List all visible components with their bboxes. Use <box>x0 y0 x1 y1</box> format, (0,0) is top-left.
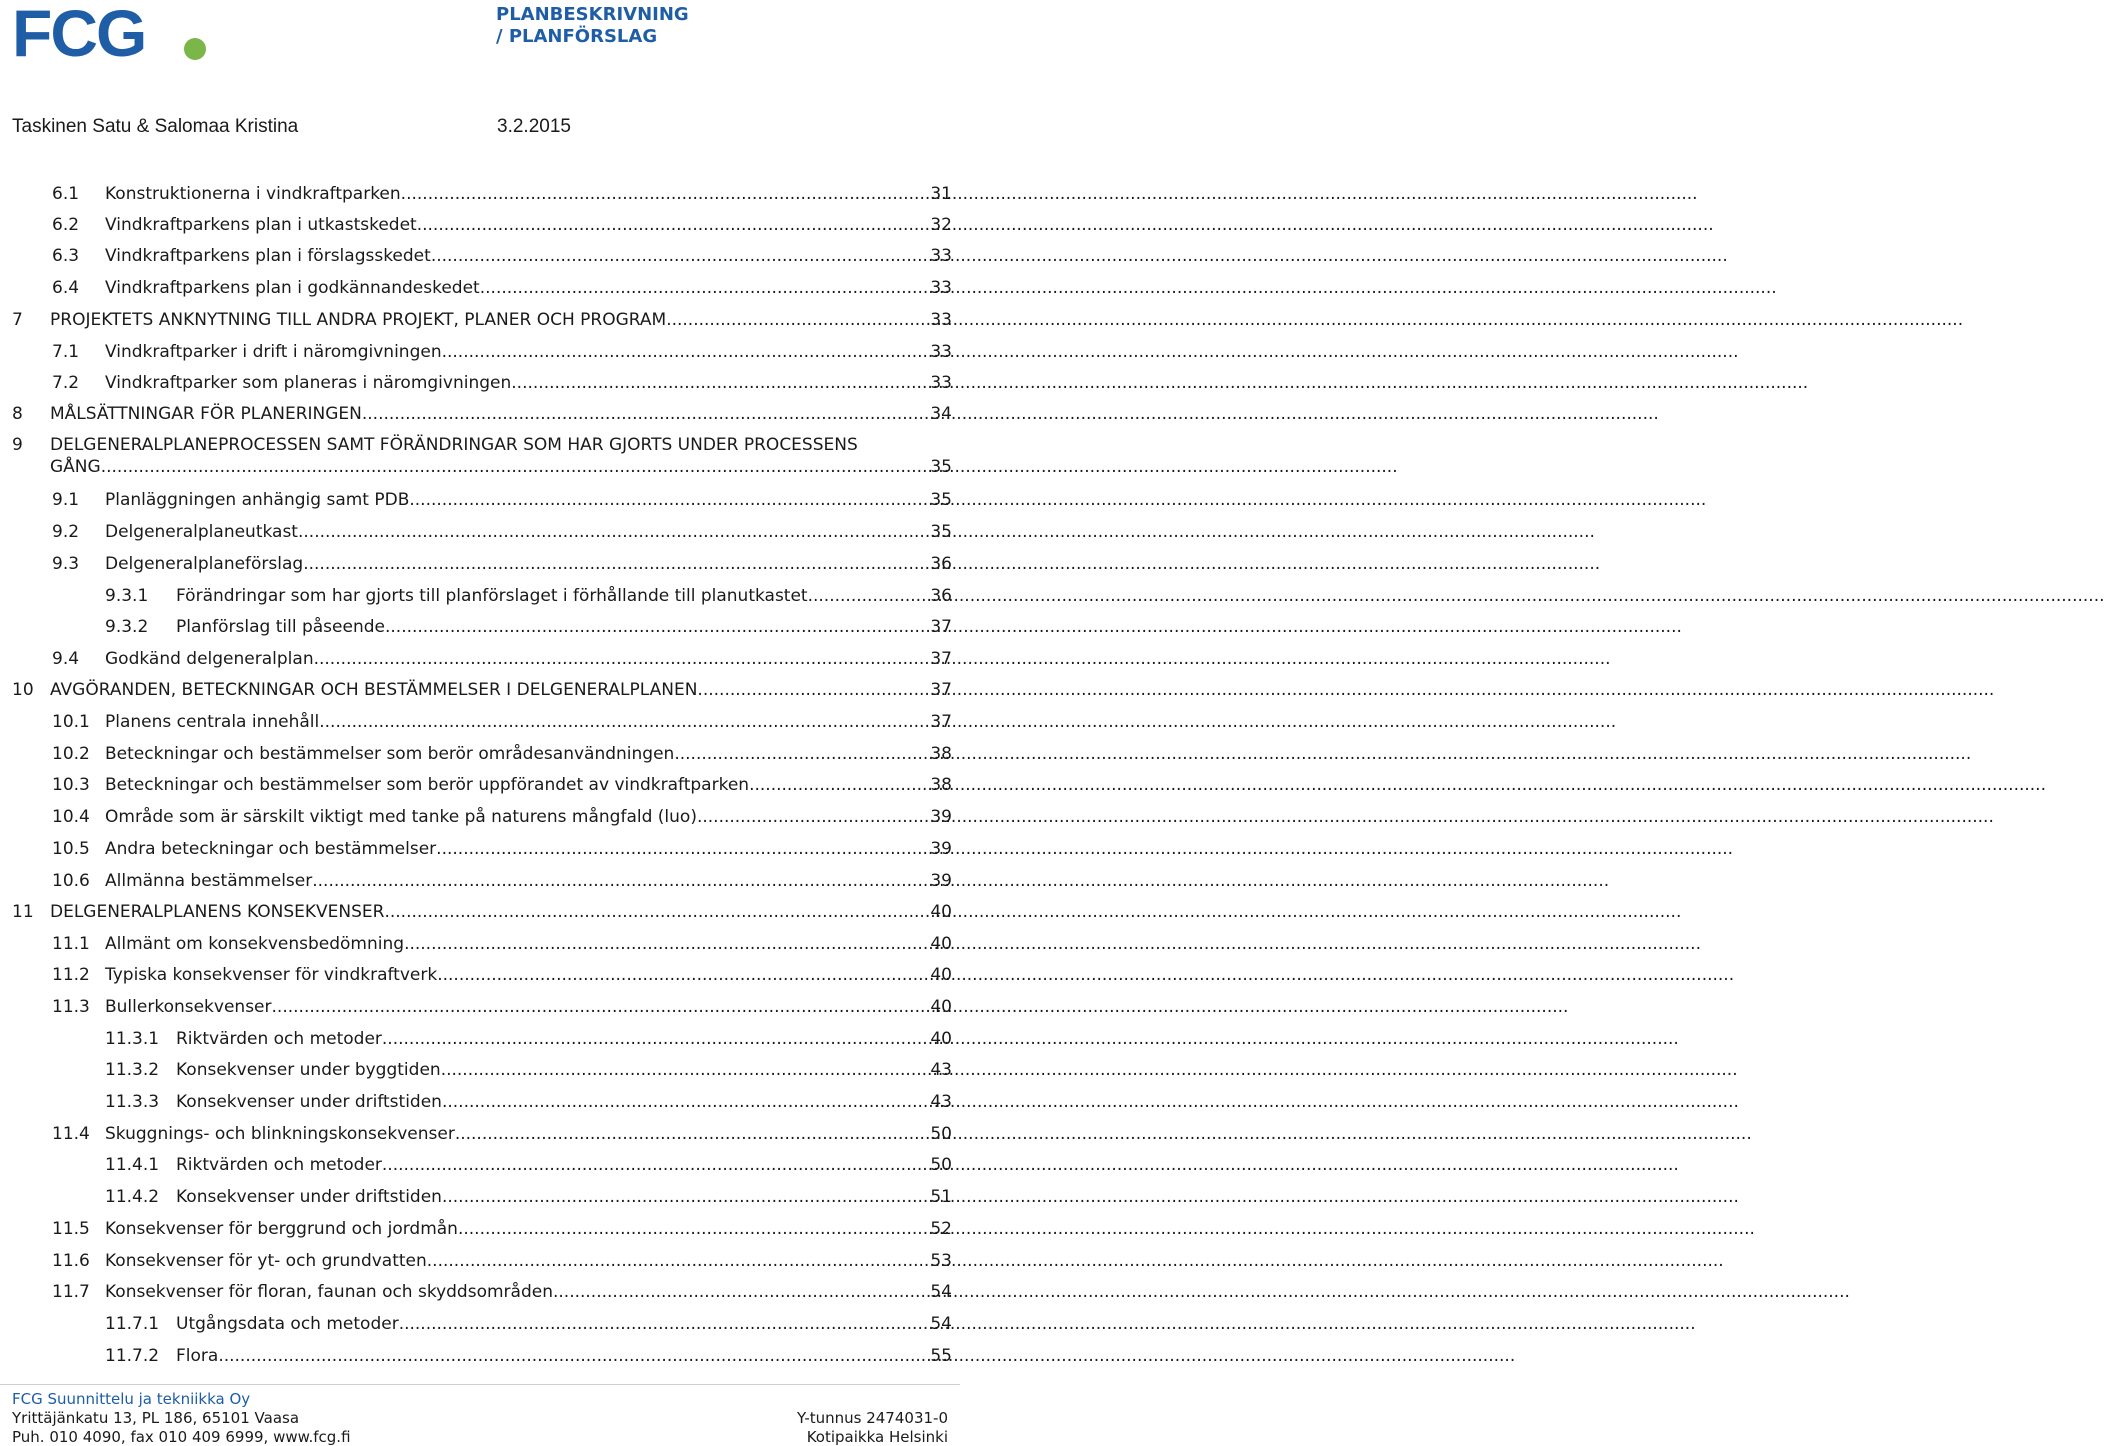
toc-entry[interactable] <box>52 371 952 395</box>
toc-number: 11.5 <box>52 1219 90 1239</box>
toc-page-number: 51 <box>930 1187 952 1207</box>
toc-leader-dots <box>666 308 926 332</box>
toc-title: Vindkraftparkens plan i förslagsskedet <box>105 246 431 266</box>
toc-entry[interactable] <box>105 1312 952 1336</box>
toc-entry[interactable] <box>52 995 952 1019</box>
toc-page-number: 35 <box>930 457 952 477</box>
toc-number: 11.3.2 <box>105 1060 160 1080</box>
toc-leader-dots <box>442 1185 926 1209</box>
toc-leader-dots <box>431 244 927 268</box>
toc-leader-dots <box>382 1027 926 1051</box>
toc-title: Konsekvenser för yt- och grundvatten <box>105 1251 427 1271</box>
toc-page-number: 52 <box>930 1219 952 1239</box>
toc-page-number: 37 <box>930 712 952 732</box>
toc-leader-dots <box>382 1153 926 1177</box>
toc-entry[interactable] <box>52 1249 952 1273</box>
toc-page-number: 54 <box>930 1282 952 1302</box>
toc-leader-dots <box>319 710 926 734</box>
toc-entry[interactable] <box>12 900 952 924</box>
toc-page-number: 40 <box>930 934 952 954</box>
toc-title: Beteckningar och bestämmelser som berör uppförandet av vindkraftparken <box>105 775 750 795</box>
toc-leader-dots <box>511 371 926 395</box>
toc-leader-dots <box>417 213 927 237</box>
toc-title: Godkänd delgeneralplan <box>105 649 314 669</box>
toc-title: Allmänna bestämmelser <box>105 871 313 891</box>
toc-number: 6.1 <box>52 184 80 204</box>
toc-number: 10.1 <box>52 712 90 732</box>
toc-leader-dots <box>401 182 927 206</box>
toc-number: 9.3.1 <box>105 586 149 606</box>
toc-page-number: 39 <box>930 871 952 891</box>
toc-leader-dots <box>674 742 926 766</box>
toc-leader-dots <box>101 456 927 478</box>
toc-leader-dots <box>697 805 926 829</box>
toc-page-number: 39 <box>930 839 952 859</box>
toc-number: 7.2 <box>52 373 80 393</box>
toc-number: 10.4 <box>52 807 90 827</box>
toc-entry[interactable] <box>52 647 952 671</box>
toc-entry[interactable] <box>52 213 952 237</box>
toc-leader-dots <box>436 837 926 861</box>
toc-number: 8 <box>12 404 23 424</box>
toc-page-number: 40 <box>930 997 952 1017</box>
toc-leader-dots <box>384 900 926 924</box>
toc-entry[interactable] <box>105 584 952 608</box>
toc-number: 6.2 <box>52 215 80 235</box>
toc-title: Utgångsdata och metoder <box>176 1314 399 1334</box>
toc-number: 11.7.2 <box>105 1346 160 1366</box>
toc-number: 9.4 <box>52 649 80 669</box>
toc-title: Konsekvenser under byggtiden <box>176 1060 441 1080</box>
toc-entry[interactable] <box>12 678 952 702</box>
toc-title: Delgeneralplaneutkast <box>105 522 298 542</box>
toc-title: Riktvärden och metoder <box>176 1155 382 1175</box>
toc-title: Riktvärden och metoder <box>176 1029 382 1049</box>
toc-page-number: 33 <box>930 278 952 298</box>
toc-title: PROJEKTETS ANKNYTNING TILL ANDRA PROJEKT, PLANER OCH PROGRAM <box>50 310 667 330</box>
toc-entry[interactable] <box>52 1122 952 1146</box>
toc-entry[interactable] <box>105 1090 952 1114</box>
toc-number: 9 <box>12 435 23 455</box>
toc-title-line2: GÅNG <box>50 457 101 477</box>
toc-page-number: 38 <box>930 744 952 764</box>
toc-leader-dots <box>697 678 926 702</box>
toc-entry[interactable] <box>52 869 952 893</box>
toc-number: 9.1 <box>52 490 80 510</box>
toc-page-number: 32 <box>930 215 952 235</box>
toc-page-number: 55 <box>930 1346 952 1366</box>
fcg-logo <box>12 2 202 70</box>
toc-page-number: 33 <box>930 342 952 362</box>
toc-page-number: 35 <box>930 522 952 542</box>
toc-title: Planens centrala innehåll <box>105 712 320 732</box>
toc-page-number: 53 <box>930 1251 952 1271</box>
toc-page-number: 50 <box>930 1155 952 1175</box>
toc-leader-dots <box>404 932 926 956</box>
toc-page-number: 54 <box>930 1314 952 1334</box>
footer-domicile: Kotipaikka Helsinki <box>806 1428 948 1446</box>
document-title-line2: / PLANFÖRSLAG <box>496 26 658 47</box>
toc-leader-dots <box>303 552 926 576</box>
toc-leader-dots <box>385 615 926 639</box>
toc-entry[interactable] <box>105 1027 952 1051</box>
toc-page-number: 33 <box>930 310 952 330</box>
logo-text: FCG <box>12 0 146 70</box>
toc-leader-dots <box>442 1090 926 1114</box>
toc-title: Vindkraftparkens plan i utkastskedet <box>105 215 417 235</box>
toc-number: 11.2 <box>52 965 90 985</box>
toc-title: Andra beteckningar och bestämmelser <box>105 839 437 859</box>
toc-entry[interactable] <box>52 552 952 576</box>
toc-entry[interactable] <box>105 1153 952 1177</box>
toc-entry[interactable] <box>52 963 952 987</box>
toc-leader-dots <box>399 1312 927 1336</box>
toc-number: 11.7.1 <box>105 1314 160 1334</box>
toc-leader-dots <box>455 1122 927 1146</box>
toc-title: AVGÖRANDEN, BETECKNINGAR OCH BESTÄMMELSER I DELGENERALPLANEN <box>50 680 698 700</box>
toc-entry[interactable] <box>52 520 952 544</box>
toc-title: Konsekvenser under driftstiden <box>176 1187 442 1207</box>
toc-title: Förändringar som har gjorts till planförslaget i förhållande till planutkastet <box>176 586 808 606</box>
document-date: 3.2.2015 <box>497 116 571 137</box>
toc-entry[interactable] <box>52 340 952 364</box>
toc-leader-dots <box>441 1058 927 1082</box>
toc-title: Konsekvenser för berggrund och jordmån <box>105 1219 458 1239</box>
toc-page-number: 35 <box>930 490 952 510</box>
toc-page-number: 50 <box>930 1124 952 1144</box>
footer-business-id: Y-tunnus 2474031-0 <box>796 1409 948 1427</box>
toc-entry[interactable] <box>105 1344 952 1368</box>
toc-page-number: 38 <box>930 775 952 795</box>
toc-leader-dots <box>749 773 926 797</box>
toc-entry[interactable] <box>52 182 952 206</box>
toc-title: Allmänt om konsekvensbedömning <box>105 934 405 954</box>
toc-leader-dots <box>298 520 926 544</box>
toc-title: Bullerkonsekvenser <box>105 997 272 1017</box>
footer-company-name: FCG Suunnittelu ja tekniikka Oy <box>12 1390 251 1408</box>
toc-number: 7 <box>12 310 23 330</box>
toc-page-number: 39 <box>930 807 952 827</box>
toc-number: 9.2 <box>52 522 80 542</box>
toc-page-number: 37 <box>930 617 952 637</box>
toc-leader-dots <box>272 995 927 1019</box>
logo-green-dot-icon <box>184 38 206 60</box>
document-title <box>496 4 689 48</box>
toc-page-number: 40 <box>930 902 952 922</box>
toc-title: Vindkraftparkens plan i godkännandeskedet <box>105 278 480 298</box>
toc-page-number: 34 <box>930 404 952 424</box>
toc-entry[interactable] <box>12 402 952 426</box>
toc-number: 7.1 <box>52 342 80 362</box>
toc-title: DELGENERALPLANENS KONSEKVENSER <box>50 902 385 922</box>
toc-title: Konsekvenser för floran, faunan och skyddsområden <box>105 1282 553 1302</box>
toc-leader-dots <box>553 1280 926 1304</box>
toc-title: Konstruktionerna i vindkraftparken <box>105 184 401 204</box>
toc-title: Skuggnings- och blinkningskonsekvenser <box>105 1124 455 1144</box>
toc-number: 10.2 <box>52 744 90 764</box>
toc-entry[interactable] <box>12 308 952 332</box>
toc-number: 11.3.1 <box>105 1029 160 1049</box>
toc-leader-dots <box>314 647 927 671</box>
toc-page-number: 37 <box>930 680 952 700</box>
toc-page-number: 43 <box>930 1092 952 1112</box>
toc-page-number: 43 <box>930 1060 952 1080</box>
toc-number: 11 <box>12 902 34 922</box>
toc-page-number: 36 <box>930 586 952 606</box>
toc-title: Konsekvenser under driftstiden <box>176 1092 442 1112</box>
toc-number: 10.5 <box>52 839 90 859</box>
toc-entry[interactable] <box>105 615 952 639</box>
toc-title: Vindkraftparker som planeras i näromgivningen <box>105 373 512 393</box>
footer-divider <box>0 1384 960 1385</box>
footer-address: Yrittäjänkatu 13, PL 186, 65101 Vaasa <box>12 1409 300 1427</box>
toc-entry[interactable] <box>52 773 952 797</box>
toc-leader-dots <box>312 869 926 893</box>
toc-entry[interactable] <box>52 805 952 829</box>
toc-title: Flora <box>176 1346 219 1366</box>
toc-leader-dots <box>458 1217 926 1241</box>
toc-leader-dots <box>442 340 927 364</box>
toc-page-number: 33 <box>930 246 952 266</box>
toc-entry[interactable] <box>52 276 952 300</box>
authors: Taskinen Satu & Salomaa Kristina <box>12 116 299 137</box>
toc-entry[interactable] <box>12 434 952 478</box>
toc-number: 10 <box>12 680 34 700</box>
toc-number: 6.3 <box>52 246 80 266</box>
toc-number: 11.6 <box>52 1251 90 1271</box>
toc-entry[interactable] <box>105 1058 952 1082</box>
toc-title: Planläggningen anhängig samt PDB <box>105 490 410 510</box>
toc-page-number: 40 <box>930 1029 952 1049</box>
toc-page-number: 31 <box>930 184 952 204</box>
footer-contact: Puh. 010 4090, fax 010 409 6999, www.fcg.fi <box>12 1428 351 1446</box>
toc-number: 10.6 <box>52 871 90 891</box>
page-footer <box>0 1384 960 1446</box>
toc-leader-dots <box>427 1249 927 1273</box>
toc-entry[interactable] <box>52 1280 952 1304</box>
toc-title: Typiska konsekvenser för vindkraftverk <box>105 965 438 985</box>
toc-leader-dots <box>480 276 927 300</box>
toc-number: 11.3.3 <box>105 1092 160 1112</box>
toc-entry[interactable] <box>52 1217 952 1241</box>
toc-entry[interactable] <box>52 244 952 268</box>
toc-leader-dots <box>409 488 926 512</box>
toc-title: Område som är särskilt viktigt med tanke på naturens mångfald (luo) <box>105 807 697 827</box>
toc-number: 9.3.2 <box>105 617 149 637</box>
toc-leader-dots <box>218 1344 926 1368</box>
toc-leader-dots <box>808 584 927 608</box>
toc-entry[interactable] <box>52 742 952 766</box>
toc-number: 11.3 <box>52 997 90 1017</box>
toc-entry[interactable] <box>52 488 952 512</box>
toc-page-number: 40 <box>930 965 952 985</box>
toc-number: 9.3 <box>52 554 80 574</box>
toc-number: 11.4.2 <box>105 1187 160 1207</box>
toc-title: Planförslag till påseende <box>176 617 385 637</box>
toc-entry[interactable] <box>105 1185 952 1209</box>
toc-number: 10.3 <box>52 775 90 795</box>
toc-page-number: 36 <box>930 554 952 574</box>
toc-leader-dots <box>437 963 926 987</box>
toc-title-line1: DELGENERALPLANEPROCESSEN SAMT FÖRÄNDRINGAR SOM HAR GJORTS UNDER PROCESSENS <box>50 435 858 455</box>
toc-entry[interactable] <box>52 710 952 734</box>
toc-title: MÅLSÄTTNINGAR FÖR PLANERINGEN <box>50 404 362 424</box>
toc-title: Beteckningar och bestämmelser som berör områdesanvändningen <box>105 744 675 764</box>
toc-number: 11.1 <box>52 934 90 954</box>
toc-page-number: 33 <box>930 373 952 393</box>
toc-leader-dots <box>362 402 926 426</box>
toc-number: 6.4 <box>52 278 80 298</box>
toc-number: 11.4 <box>52 1124 90 1144</box>
toc-title: Vindkraftparker i drift i näromgivningen <box>105 342 442 362</box>
toc-entry[interactable] <box>52 837 952 861</box>
document-title-line1: PLANBESKRIVNING <box>496 4 689 25</box>
toc-number: 11.4.1 <box>105 1155 160 1175</box>
toc-entry[interactable] <box>52 932 952 956</box>
toc-title: Delgeneralplaneförslag <box>105 554 304 574</box>
toc-page-number: 37 <box>930 649 952 669</box>
toc-number: 11.7 <box>52 1282 90 1302</box>
